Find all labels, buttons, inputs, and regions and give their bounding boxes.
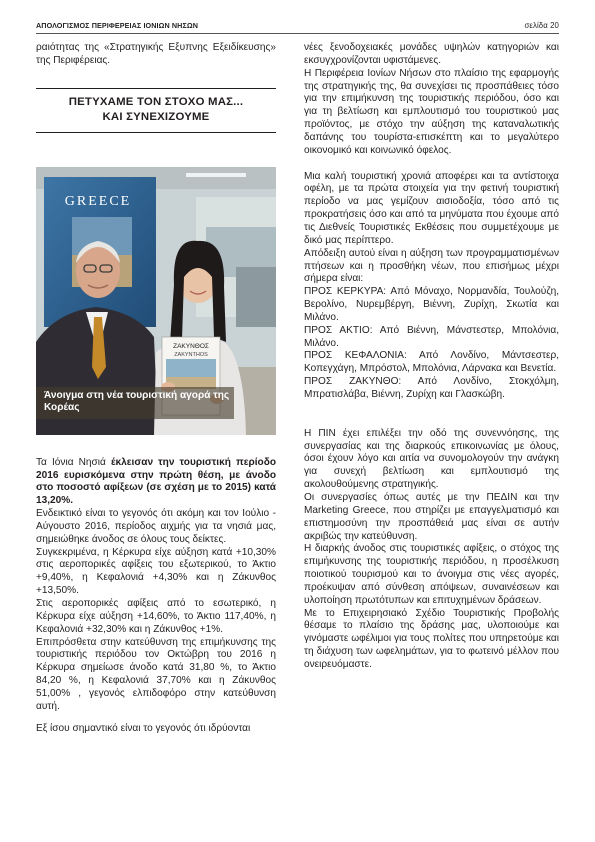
body-paragraph: Οι συνεργασίες όπως αυτές με την ΠΕΔΙΝ και την Marketing Greece, που στηρίζει με επαγγελματισμό και επιστημοσύνη την προσπάθειά μας είναι σε αυτήν ακριβώς την κατεύθυνση. [304, 492, 559, 542]
body-paragraph: Η διαρκής άνοδος στις τουριστικές αφίξεις, ο στόχος της επιμήκυνσης της τουριστικής περιόδου, η προσέλκυση ποιοτικού τουρισμού και το άνοιγμα στις νέες αγορές, προέκυψαν από σύνθεση απόψεων, συναινέσεων και υλοποίηση πρωτότυπων και επιτυχημένων δράσεων. [304, 543, 559, 606]
flights-kefalonia: ΠΡΟΣ ΚΕΦΑΛΟΝΙΑ: Από Λονδίνο, Μάντσεστερ, Κοπεγχάγη, Μπρόστολ, Μπολόνια, Λάρνακα και Βενετία. [304, 350, 559, 375]
body-paragraph: Στις αεροπορικές αφίξεις από το εσωτερικό, η Κέρκυρα είχε αύξηση +14,60%, το Άκτιο 117,40%, η Κεφαλονιά +32,30% και η Ζάκυνθος +1%. [36, 597, 276, 635]
body-paragraph: Συγκεκριμένα, η Κέρκυρα είχε αύξηση κατά +10,30% στις αεροπορικές αφίξεις του εξωτερικού, το Άκτιο +9,40%, η Κεφαλονιά +4,30% και η Ζάκυνθος +13,50%. [36, 546, 276, 597]
book-subtitle-text: ZAKYNTHOS [174, 351, 208, 358]
body-paragraph: νέες ξενοδοχειακές μονάδες υψηλών κατηγοριών και εκσυγχρονίζονται υφιστάμενες. [304, 42, 559, 66]
closing-paragraph: Εξ ίσου σημαντικό είναι το γεγονός ότι ιδρύονται [36, 722, 251, 734]
lead-paragraph [36, 457, 276, 508]
publication-title: ΑΠΟΛΟΓΙΣΜΟΣ ΠΕΡΙΦΕΡΕΙΑΣ ΙΟΝΙΩΝ ΝΗΣΩΝ [36, 21, 199, 30]
photo-caption: Άνοιγμα στη νέα τουριστική αγορά της Κορέας [36, 387, 234, 419]
body-paragraph: Με το Επιχειρησιακό Σχέδιο Τουριστικής Προβολής θέσαμε το πλαίσιο της δράσης μας, υλοποιούμε και γινόμαστε ωφέλιμοι για τους πολίτες που υπηρετούμε και τη διάχυση των ωφελημάτων, για το φωτεινό μέλλον που ονειρευόμαστε. [304, 607, 559, 670]
event-photo [36, 167, 276, 435]
running-header [36, 21, 559, 33]
opening-paragraph: ραιότητας της «Στρατηγικής Εξυπνης Εξειδίκευσης» της Περιφέρειας. [36, 42, 276, 66]
body-paragraph: Μια καλή τουριστική χρονιά αποφέρει και τα αντίστοιχα οφέλη, με τα πρώτα στοιχεία για την φετινή τουριστική περίοδο να μας γεμίζουν αισιοδοξία, τόσο από τις προκρατήσεις όσο και από τα μηνύματα που έχουμε από τις Διεθνείς Τουριστικές Εκθέσεις που συμμετέχουμε με δικό μας περίπτερο. [304, 170, 559, 246]
left-column [36, 42, 276, 735]
flights-zakynthos: ΠΡΟΣ ΖΑΚΥΝΘΟ: Από Λονδίνο, Στοκχόλμη, Μπρατισλάβα, Βιέννη, Ζυρίχη και Γλασκώβη. [304, 376, 559, 400]
right-column [304, 42, 559, 672]
flights-corfu: ΠΡΟΣ ΚΕΡΚΥΡΑ: Από Μόναχο, Νορμανδία, Τουλούζη, Βερολίνο, Νυρεμβέργη, Βιέννη, Ζυρίχη, Σκωτία και Μιλάνο. [304, 286, 559, 323]
header-rule [36, 33, 559, 34]
page-number: σελίδα 20 [524, 21, 559, 30]
body-paragraph: Επιπρόσθετα στην κατεύθυνση της επιμήκυνσης της τουριστικής περιόδου τον Οκτώβρη του 2016 η Κέρκυρα σημείωσε άνοδο κατά 31,80 %, το Άκτιο 84,20 %, η Κεφαλονιά 37,70% και η Ζάκυνθος 51,00% , γεγονός ελπιδοφόρο στην κατεύθυνση αυτή. [36, 636, 276, 712]
booth-sign-text: GREECE [64, 193, 132, 209]
flights-aktio: ΠΡΟΣ ΑΚΤΙΟ: Από Βιέννη, Μάνστεστερ, Μπολόνια, Μιλάνο. [304, 324, 559, 349]
body-paragraph: Η Περιφέρεια Ιονίων Νήσων στο πλαίσιο της εφαρμογής της στρατηγικής της, θα συνεχίσει τις προσπάθειες τόσο για την επιμήκυνση της τουριστικής περιόδου, όσο και για τη βελτίωση και εμπλουτισμό του τουριστικού μας προϊόντος, με στόχο την αύξηση της καταναλωτικής δαπάνης του τουρίστα-επισκέπτη και το μεγαλύτερο οικονομικό και κοινωνικό όφελος. [304, 67, 559, 156]
body-paragraph: Η ΠΙΝ έχει επιλέξει την οδό της συνεννόησης, της συνεργασίας και της διαρκούς επικοινωνίας με όλους, όσοι έχουν λόγο και αιτία να συνομολογούν την ανάγκη για συνεχή βελτίωση και εμπλουτισμό της ακολουθούμενης στρατηγικής. [304, 427, 559, 491]
heading-line-1: ΠΕΤΥΧΑΜΕ ΤΟΝ ΣΤΟΧΟ ΜΑΣ... [68, 95, 244, 108]
book-title-text: ΖΑΚΥΝΘΟΣ [173, 342, 209, 350]
body-paragraph: Απόδειξη αυτού είναι η αύξηση των προγραμματισμένων πτήσεων και η προσθήκη νέων, που επισήμως μέχρι σήμερα είναι: [304, 247, 559, 285]
body-paragraph: Ενδεικτικό είναι το γεγονός ότι ακόμη και τον Ιούλιο - Αύγουστο 2016, περίοδος αιχμής για τα νησιά μας, σημειώθηκε άνοδος σε όλους τους δείκτες. [36, 508, 276, 545]
heading-line-2: ΚΑΙ ΣΥΝΕΧΙΖΟΥΜΕ [102, 110, 210, 123]
lead-text: Τα Ιόνια Νησιά [36, 456, 111, 468]
section-heading [36, 88, 276, 133]
lead-bold-text: έκλεισαν την τουριστική περίοδο 2016 ευρισκόμενα στην πρώτη θέση, με άνοδο στο ποσοστό αφίξεων (σε σχέση με το 2015) κατά 13,20%. [36, 456, 276, 507]
